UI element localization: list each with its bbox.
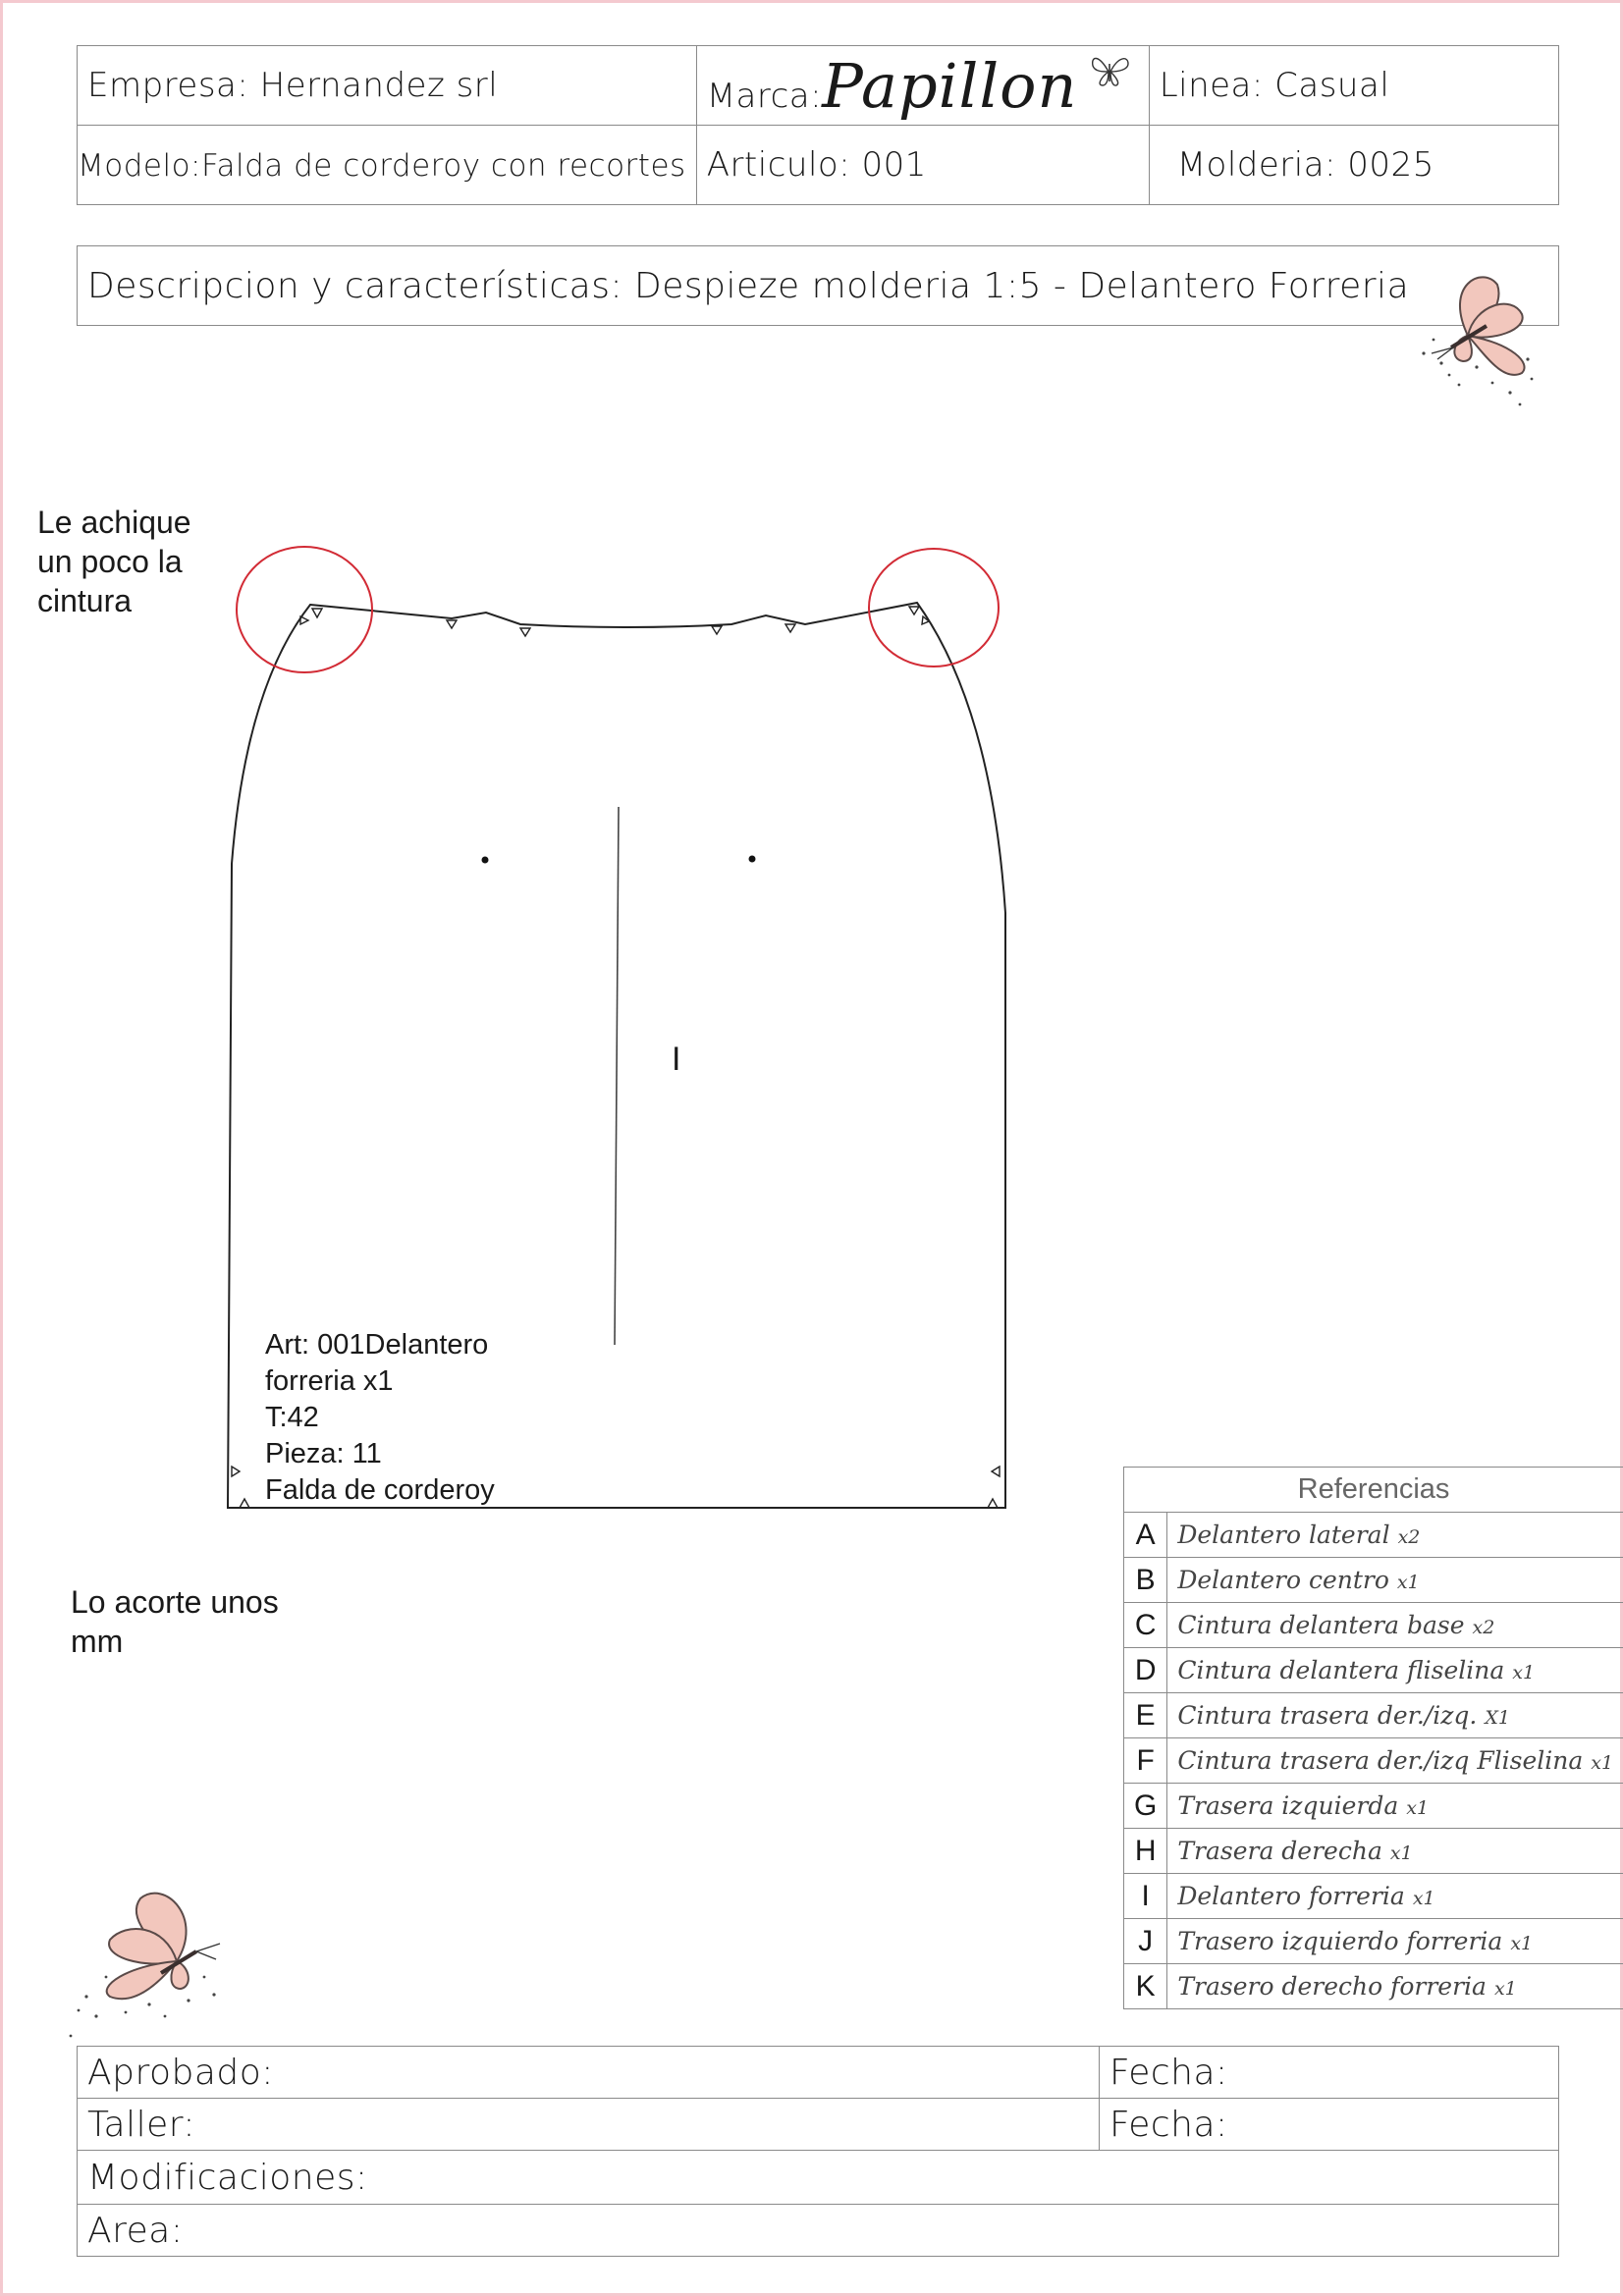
reference-qty: x2 <box>1397 1526 1421 1548</box>
butterfly-icon <box>1422 277 1533 405</box>
reference-name-cell <box>1167 1558 1623 1603</box>
modificaciones-cell <box>78 2151 1559 2205</box>
taller-cell <box>78 2099 1100 2151</box>
reference-name: Trasera izquierda <box>1177 1791 1399 1820</box>
reference-row <box>1124 1738 1623 1784</box>
reference-row <box>1124 1919 1623 1964</box>
reference-letter: I <box>1124 1874 1167 1919</box>
reference-letter: A <box>1124 1513 1167 1558</box>
reference-name-cell <box>1167 1693 1623 1738</box>
footer-table <box>77 2046 1559 2257</box>
aprobado-label: Aprobado: <box>87 2052 274 2093</box>
reference-letter: E <box>1124 1693 1167 1738</box>
modificaciones-label: Modificaciones: <box>87 2157 368 2198</box>
reference-name: Trasero derecho forreria <box>1177 1972 1487 2001</box>
reference-name: Trasera derecha <box>1177 1837 1382 1865</box>
reference-qty: x1 <box>1591 1752 1614 1774</box>
area-label: Area: <box>87 2210 184 2251</box>
reference-letter: D <box>1124 1648 1167 1693</box>
description-text: Descripcion y características: Despieze molderia 1:5 - Delantero Forreria <box>87 265 1410 306</box>
reference-letter: F <box>1124 1738 1167 1784</box>
reference-name-cell <box>1167 1603 1623 1648</box>
reference-row <box>1124 1693 1623 1738</box>
reference-qty: x1 <box>1510 1933 1534 1954</box>
reference-name-cell <box>1167 1784 1623 1829</box>
empresa-label: Empresa: Hernandez srl <box>87 66 499 105</box>
articulo-label: Articulo: 001 <box>706 145 927 185</box>
reference-name: Cintura delantera base <box>1177 1611 1465 1639</box>
reference-row <box>1124 1784 1623 1829</box>
drill-mark-left <box>482 857 489 864</box>
reference-letter: K <box>1124 1964 1167 2009</box>
reference-qty: x1 <box>1493 1978 1517 2000</box>
reference-name-cell <box>1167 1829 1623 1874</box>
reference-qty: x1 <box>1412 1888 1435 1909</box>
molderia-label: Molderia: 0025 <box>1176 145 1434 185</box>
reference-qty: x1 <box>1512 1662 1536 1683</box>
reference-name: Delantero centro <box>1177 1566 1389 1594</box>
fecha2-label: Fecha: <box>1109 2104 1228 2145</box>
references-title: Referencias <box>1124 1468 1623 1513</box>
reference-qty: X1 <box>1485 1707 1510 1729</box>
reference-name: Cintura trasera der./izq. <box>1177 1701 1478 1730</box>
reference-letter: H <box>1124 1829 1167 1874</box>
fecha1-label: Fecha: <box>1109 2052 1228 2093</box>
reference-name: Trasero izquierdo forreria <box>1177 1927 1503 1955</box>
reference-name-cell <box>1167 1648 1623 1693</box>
piece-label-line: Pieza: 11 <box>265 1438 382 1469</box>
piece-label-line: Art: 001Delantero <box>265 1329 489 1361</box>
fecha2-cell <box>1100 2099 1559 2151</box>
reference-letter: J <box>1124 1919 1167 1964</box>
reference-name: Delantero forreria <box>1177 1882 1405 1910</box>
waist-note: Le achique un poco la cintura <box>37 505 191 618</box>
reference-row <box>1124 1648 1623 1693</box>
piece-letter: I <box>672 1041 681 1078</box>
length-note: Lo acorte unos mm <box>71 1584 279 1659</box>
reference-row <box>1124 1964 1623 2009</box>
aprobado-cell <box>78 2047 1100 2099</box>
area-cell <box>78 2205 1559 2257</box>
modelo-label: Modelo:Falda de corderoy con recortes <box>78 148 686 184</box>
reference-name-cell <box>1167 1874 1623 1919</box>
reference-qty: x2 <box>1472 1617 1495 1638</box>
references-rows <box>1124 1513 1623 2009</box>
piece-label-line: T:42 <box>265 1402 319 1433</box>
reference-row <box>1124 1829 1623 1874</box>
reference-qty: x1 <box>1389 1842 1413 1864</box>
reference-name-cell <box>1167 1964 1623 2009</box>
reference-name-cell <box>1167 1919 1623 1964</box>
taller-label: Taller: <box>87 2104 196 2145</box>
reference-letter: B <box>1124 1558 1167 1603</box>
marca-label: Marca: <box>706 76 823 116</box>
reference-qty: x1 <box>1396 1572 1420 1593</box>
piece-label-line: forreria x1 <box>265 1365 394 1397</box>
linea-label: Linea: Casual <box>1159 66 1390 105</box>
reference-name: Cintura trasera der./izq Fliselina <box>1177 1746 1584 1775</box>
grain-line <box>615 807 619 1345</box>
fecha1-cell <box>1100 2047 1559 2099</box>
reference-name: Delantero lateral <box>1177 1521 1390 1549</box>
reference-row <box>1124 1558 1623 1603</box>
reference-name: Cintura delantera fliselina <box>1177 1656 1505 1684</box>
butterfly-icon <box>70 1894 220 2038</box>
reference-letter: C <box>1124 1603 1167 1648</box>
drill-mark-right <box>749 856 756 863</box>
piece-label <box>265 1327 495 1509</box>
references-table <box>1123 1467 1623 2009</box>
reference-row <box>1124 1513 1623 1558</box>
piece-label-line: Falda de corderoy <box>265 1474 495 1506</box>
reference-name-cell <box>1167 1738 1623 1784</box>
reference-name-cell <box>1167 1513 1623 1558</box>
reference-row <box>1124 1603 1623 1648</box>
brand-name: Papillon <box>822 49 1078 122</box>
reference-qty: x1 <box>1406 1797 1430 1819</box>
reference-letter: G <box>1124 1784 1167 1829</box>
reference-row <box>1124 1874 1623 1919</box>
